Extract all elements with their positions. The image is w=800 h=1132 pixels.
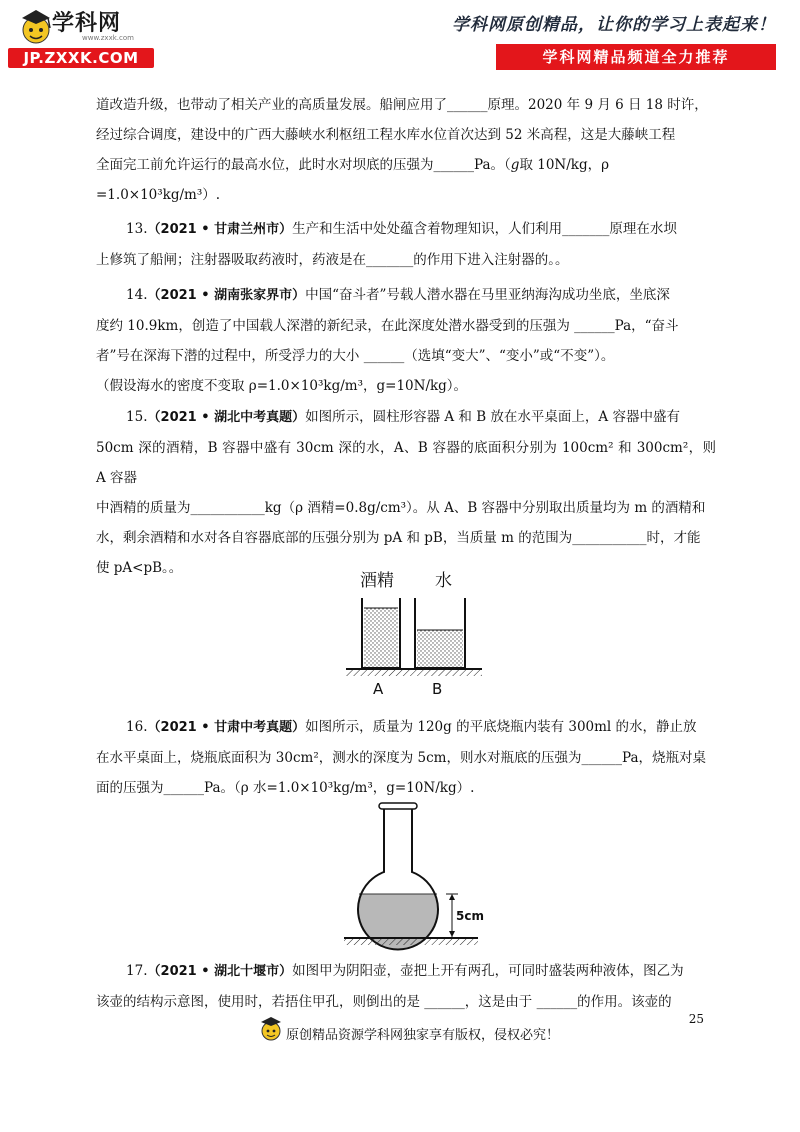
figure-flask: [338, 798, 498, 958]
text-line: 道改造升级，也带动了相关产业的高质量发展。船闸应用了______原理。2020 年 9 月 6 日 18 时许，: [96, 97, 708, 113]
question-text: 如图所示，圆柱形容器 A 和 B 放在水平桌面上，A 容器中盛有: [305, 409, 680, 425]
question-15: [96, 402, 716, 583]
flask-lip: [379, 803, 417, 809]
logo-subtext: www.zxxk.com: [82, 34, 134, 42]
water-liquid: [417, 630, 463, 668]
alcohol-liquid: [364, 608, 398, 668]
label-b: B: [432, 680, 443, 698]
label-a: A: [373, 680, 384, 698]
logo-name: 学科网: [52, 11, 122, 36]
question-16: [96, 712, 716, 803]
table-hatch: [344, 939, 478, 945]
question-source: （2021 • 湖北十堰市）: [147, 964, 293, 979]
question-text: 在水平桌面上，烧瓶底面积为 30cm²，测水的深度为 5cm，则水对瓶底的压强为______Pa，烧瓶对桌: [96, 750, 707, 766]
question-source: （2021 • 甘肃中考真题）: [147, 720, 306, 735]
question-text: 50cm 深的酒精，B 容器中盛有 30cm 深的水，A、B 容器的底面积分别为 100cm² 和 300cm²，则 A 容器: [96, 440, 716, 486]
question-text: 者”号在深海下潜的过程中，所受浮力的大小 ______（选填“变大”、“变小”或“不变”）。: [96, 348, 615, 364]
depth-label: 5cm: [456, 909, 484, 923]
page-number: 25: [688, 1012, 704, 1026]
question-text: 该壶的结构示意图，使用时，若捂住甲孔，则倒出的是 ______，这是由于 ______的作用。该壶的: [96, 994, 672, 1010]
text-line: 全面完工前允许运行的最高水位，此时水对坝底的压强为______Pa。（g取 10N/kg，ρ: [96, 157, 610, 173]
question-number: 14.: [126, 287, 148, 303]
question-text: 面的压强为______Pa。（ρ 水=1.0×10³kg/m³，g=10N/kg）.: [96, 780, 475, 796]
question-source: （2021 • 湖南张家界市）: [147, 288, 306, 303]
question-text: 度约 10.9km，创造了中国载人深潜的新纪录，在此深度处潜水器受到的压强为 ______Pa，“奋斗: [96, 318, 679, 334]
question-text: 如图甲为阴阳壶，壶把上开有两孔，可同时盛装两种液体，图乙为: [292, 963, 684, 979]
question-text: 生产和生活中处处蕴含着物理知识，人们利用_______原理在水坝: [292, 221, 677, 237]
question-number: 17.: [126, 963, 148, 979]
figure-containers-ab: [340, 562, 500, 707]
arrow-up-icon: [449, 894, 455, 900]
question-text: 中国“奋斗者”号载人潜水器在马里亚纳海沟成功坐底，坐底深: [305, 287, 670, 303]
label-alcohol: 酒精: [360, 571, 394, 591]
question-number: 13.: [126, 221, 148, 237]
question-text: 中酒精的质量为___________kg（ρ 酒精=0.8g/cm³）。从 A、B 容器中分别取出质量均为 m 的酒精和: [96, 500, 706, 516]
question-text: 水，剩余酒精和水对各自容器底部的压强分别为 pA 和 pB，当质量 m 的范围为___________时，才能: [96, 530, 701, 546]
table-hatch: [346, 670, 482, 676]
question-14: [96, 280, 716, 401]
question-number: 15.: [126, 409, 148, 425]
question-12-continued: [96, 90, 716, 210]
question-17: [96, 956, 716, 1017]
question-text: 使 pA<pB。。: [96, 560, 183, 576]
footer-copyright: 原创精品资源学科网独家享有版权，侵权必究！: [286, 1028, 560, 1043]
arrow-down-icon: [449, 931, 455, 937]
question-text: 上修筑了船闸；注射器吸取药液时，药液是在_______的作用下进入注射器的。。: [96, 252, 569, 268]
logo-url-badge[interactable]: JP.ZXXK.COM: [8, 48, 154, 68]
text-line: =1.0×10³kg/m³）.: [96, 187, 221, 203]
header-slogan: 学科网原创精品，让你的学习上表起来！: [452, 15, 776, 35]
question-source: （2021 • 甘肃兰州市）: [147, 222, 293, 237]
mascot-icon: [258, 1014, 284, 1044]
question-text: （假设海水的密度不变取 ρ=1.0×10³kg/m³，g=10N/kg）。: [96, 378, 468, 394]
question-number: 16.: [126, 719, 148, 735]
question-source: （2021 • 湖北中考真题）: [147, 410, 306, 425]
text-line: 经过综合调度，建设中的广西大藤峡水利枢纽工程水库水位首次达到 52 米高程，这是大藤峡工程: [96, 127, 676, 143]
question-13: [96, 214, 716, 275]
question-text: 如图所示，质量为 120g 的平底烧瓶内装有 300ml 的水，静止放: [305, 719, 697, 735]
label-water: 水: [435, 571, 452, 591]
header-recommend-banner: 学科网精品频道全力推荐: [496, 44, 776, 70]
